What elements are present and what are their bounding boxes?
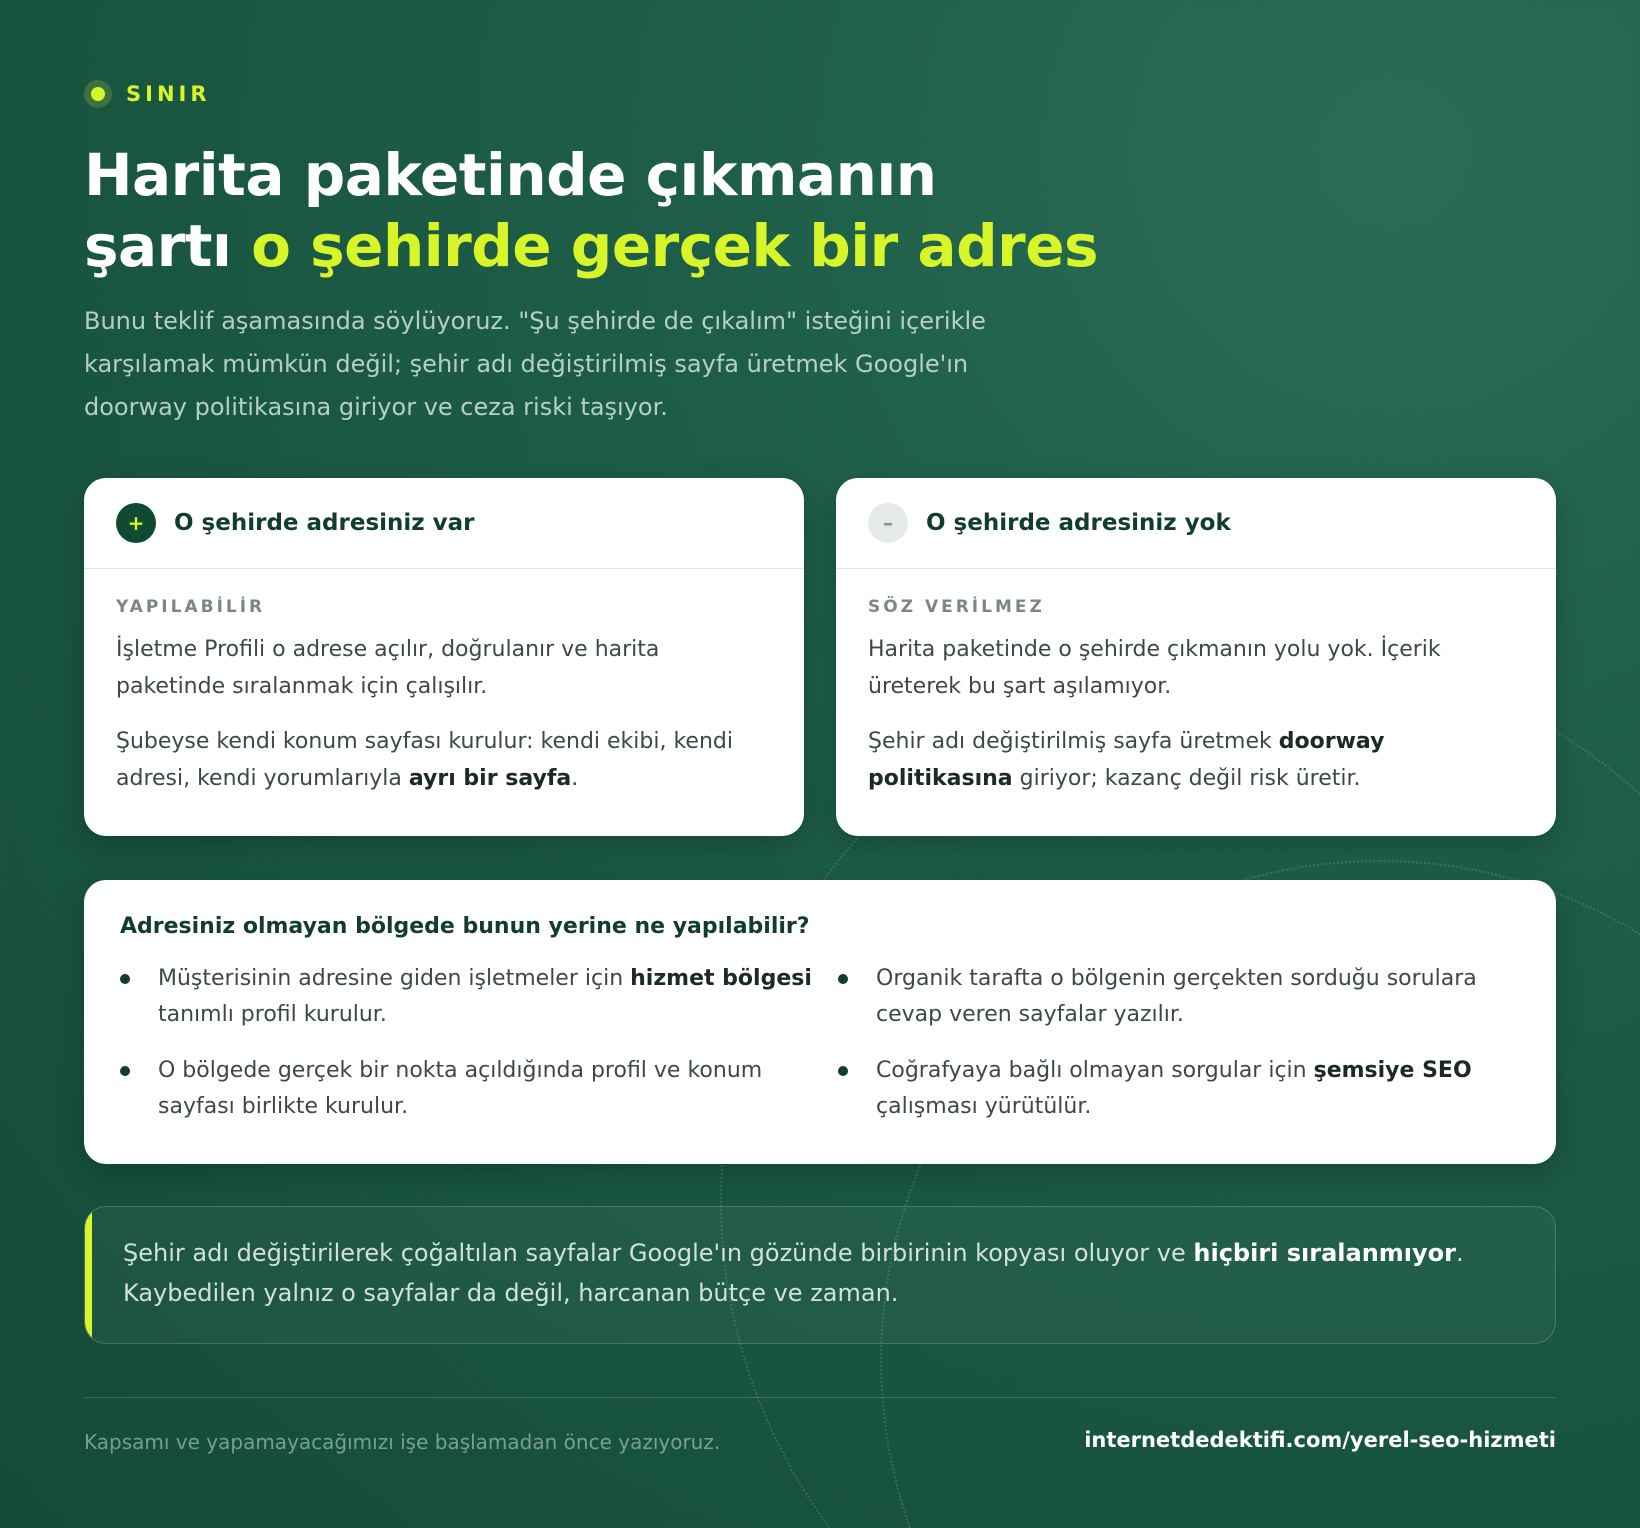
item-tail: çalışması yürütülür. — [876, 1094, 1092, 1119]
card-has-address — [84, 478, 804, 836]
bullet-icon — [120, 974, 130, 984]
footer-tagline: Kapsamı ve yapamayacağımızı işe başlamadan önce yazıyoruz. — [84, 1430, 721, 1454]
card-no-address — [836, 478, 1556, 836]
card-paragraph-2 — [868, 723, 1524, 797]
card-paragraph-1: İşletme Profili o adrese açılır, doğrulanır ve harita paketinde sıralanmak için çalışılır. — [116, 637, 660, 699]
card-body — [836, 569, 1556, 797]
alternatives-card — [84, 880, 1556, 1164]
title-line-1: Harita paketinde çıkmanın — [84, 141, 937, 209]
card-title: O şehirde adresiniz var — [174, 510, 475, 536]
accent-bar — [85, 1207, 92, 1343]
plus-icon: + — [116, 503, 156, 543]
footer-url-link[interactable]: internetdedektifi.com/yerel-seo-hizmeti — [1084, 1428, 1556, 1452]
item-text: Organik tarafta o bölgenin gerçekten sorduğu sorulara cevap veren sayfalar yazılır. — [876, 966, 1477, 1027]
paragraph-emphasis: ayrı bir sayfa — [408, 766, 572, 791]
paragraph-text: Şehir adı değiştirilmiş sayfa üretmek — [868, 729, 1279, 754]
bullet-icon — [120, 1066, 130, 1076]
item-text: Coğrafyaya bağlı olmayan sorgular için — [876, 1058, 1314, 1083]
card-header — [836, 478, 1556, 569]
paragraph-emphasis: doorway politikasına — [868, 729, 1385, 791]
dot-icon — [84, 80, 112, 108]
list-item-text — [876, 961, 1498, 1033]
paragraph-text: Şubeyse kendi konum sayfası kurulur: kendi ekibi, kendi adresi, kendi yorumlarıyla — [116, 729, 733, 791]
list-item — [120, 961, 838, 1033]
paragraph-tail: . — [571, 766, 579, 791]
card-kicker: SÖZ VERİLMEZ — [868, 597, 1045, 617]
card-paragraph-2 — [116, 723, 772, 797]
item-text: Müşterisinin adresine giden işletmeler için — [158, 966, 631, 991]
minus-icon: – — [868, 503, 908, 543]
paragraph-tail: giriyor; kazanç değil risk üretir. — [1012, 766, 1361, 791]
callout-text-end: . Kaybedilen yalnız o sayfalar da değil, harcanan bütçe ve zaman. — [123, 1239, 1464, 1307]
eyebrow — [84, 80, 211, 108]
eyebrow-label: SINIR — [126, 82, 211, 106]
card-kicker: YAPILABİLİR — [116, 597, 266, 617]
intro-paragraph: Bunu teklif aşamasında söylüyoruz. "Şu şehirde de çıkalım" isteğini içerikle karşılamak mümkün değil; şehir adı değiştirilmiş sayfa üretmek Google'ın doorway politikasına giriyor ve ceza riski taşıyor. — [84, 307, 986, 421]
callout-emphasis: hiçbiri sıralanmıyor — [1193, 1239, 1456, 1267]
warning-callout — [84, 1206, 1556, 1344]
title-line-2: şartı — [84, 212, 252, 280]
list-item-text — [876, 1053, 1498, 1125]
footer-divider — [84, 1397, 1556, 1398]
item-emphasis: hizmet bölgesi — [630, 966, 812, 991]
item-text: O bölgede gerçek bir nokta açıldığında profil ve konum sayfası birlikte kurulur. — [158, 1058, 763, 1119]
list-item — [838, 961, 1498, 1033]
title-highlight: o şehirde gerçek bir adres — [251, 212, 1099, 280]
bullet-icon — [838, 974, 848, 984]
page-title — [84, 140, 1098, 282]
list-item-text — [158, 1053, 838, 1125]
callout-text-start: Şehir adı değiştirilerek çoğaltılan sayfalar Google'ın gözünde birbirinin kopyası oluyor ve — [123, 1239, 1194, 1267]
list-item-text — [158, 961, 838, 1033]
card-paragraph-1: Harita paketinde o şehirde çıkmanın yolu yok. İçerik üreterek bu şart aşılamıyor. — [868, 637, 1441, 699]
card-title: O şehirde adresiniz yok — [926, 510, 1231, 536]
item-emphasis: şemsiye SEO — [1313, 1058, 1472, 1083]
card-header — [84, 478, 804, 569]
card-body — [84, 569, 804, 797]
item-tail: tanımlı profil kurulur. — [158, 1002, 387, 1027]
bullet-icon — [838, 1066, 848, 1076]
alternatives-title: Adresiniz olmayan bölgede bunun yerine ne yapılabilir? — [120, 914, 810, 939]
alternatives-list — [120, 961, 1520, 1125]
callout-text — [123, 1233, 1519, 1313]
list-item — [120, 1053, 838, 1125]
list-item — [838, 1053, 1498, 1125]
